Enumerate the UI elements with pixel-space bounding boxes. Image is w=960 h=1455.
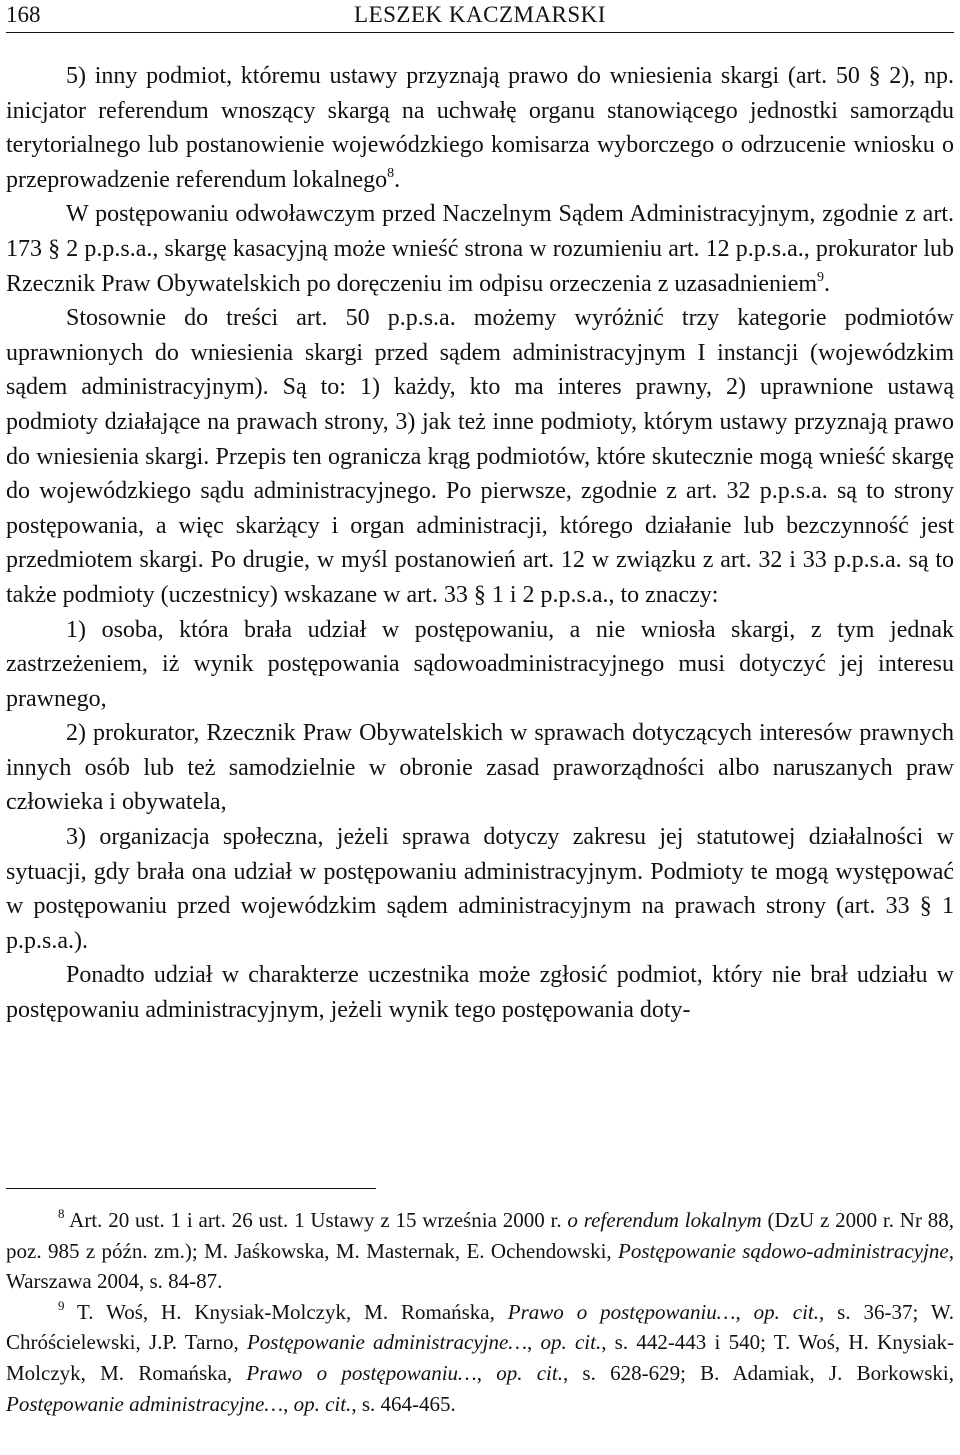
footnote-9 <box>6 1297 954 1419</box>
paragraph-4: Ponadto udział w charakterze uczestnika może zgłosić podmiot, który nie brał udziału w postępowaniu administracyjnym, jeżeli wynik tego postępowania doty- <box>6 962 954 1024</box>
footnote-8-number: 8 <box>58 1206 65 1221</box>
footnote-9-text-1: T. Woś, H. Knysiak-Molczyk, M. Romańska, <box>77 1299 508 1324</box>
footnote-9-title-2: Postępowanie administracyjne… <box>246 1330 527 1355</box>
footnote-9-text-5: , s. 442-443 i 540; T. Woś, H. Knysiak-Molczyk, M. Romańska, <box>6 1330 955 1385</box>
paragraph-2-text: W postępowaniu odwoławczym przed Naczelnym Sądem Administracyjnym, zgodnie z art. 173 § 2 p.p.s.a., skargę kasacyjną może wnieść strona w rozumieniu art. 12 p.p.s.a., prokurator lub Rzecznik Praw Obywatelskich po doręczeniu im odpisu orzeczenia z uzasadnieniem <box>6 201 954 297</box>
footnote-ref-9[interactable]: 9 <box>817 269 825 285</box>
footnote-9-opcit-4: op. cit. <box>293 1391 352 1416</box>
list-item-2: 2) prokurator, Rzecznik Praw Obywatelskich w sprawach dotyczących interesów prawnych innych osób lub też samodzielnie w obronie zasad praworządności albo naruszanych praw człowieka i obywatela, <box>6 720 954 816</box>
footnote-9-number: 9 <box>58 1297 65 1313</box>
footnote-9-title-4: Postępowanie administracyjne… <box>6 1391 284 1416</box>
list-item-1: 1) osoba, która brała udział w postępowaniu, a nie wniosła skargi, z tym jednak zastrzeżeniem, iż wynik postępowania sądowoadministracyjnego musi dotyczyć jej interesu prawnego, <box>6 616 954 712</box>
footnote-8-title-1: o referendum lokalnym <box>567 1208 762 1232</box>
footnote-9-text-8: , <box>283 1391 294 1416</box>
footnote-8-text-3: , Warszawa 2004, s. 84-87. <box>6 1238 954 1294</box>
footnote-9-title-3: Prawo o postępowaniu… <box>246 1360 477 1385</box>
footnotes <box>6 1205 954 1419</box>
paragraph-2-end: . <box>824 270 831 297</box>
page-number: 168 <box>6 2 41 27</box>
footnote-9-title-1: Prawo o postępowaniu… <box>507 1299 736 1324</box>
footnote-divider <box>6 1188 376 1189</box>
paragraph-1-end: . <box>394 166 401 193</box>
paragraph-1-text: 5) inny podmiot, któremu ustawy przyznają prawo do wniesienia skargi (art. 50 § 2), np. inicjator referendum wnoszący skargą na uchwałę organu stanowiącego jednostki samorządu terytorialnego lub postanowienie wojewódzkiego komisarza wyborczego o odrzucenie wniosku o przeprowadzenie referendum lokalnego <box>6 63 954 193</box>
footnote-8-title-2: Postępowanie sądowo-administracyjne <box>618 1238 949 1263</box>
list-item-3: 3) organizacja społeczna, jeżeli sprawa dotyczy zakresu jej statutowej działalności w sytuacji, gdy brała ona udział w postępowaniu administracyjnym. Podmioty te mogą występować w postępowaniu przed wojewódzkim sądem administracyjnym na prawach strony (art. 33 § 1 p.p.s.a.). <box>6 824 954 954</box>
running-header <box>6 0 954 33</box>
footnote-9-text-2: , <box>735 1299 754 1324</box>
footnote-9-text-4: , <box>527 1330 541 1355</box>
footnote-9-text-9: , s. 464-465. <box>351 1391 456 1416</box>
main-text <box>6 59 954 1028</box>
footnote-9-text-3: , s. 36-37; W. Chróścielewski, J.P. Tarno, <box>6 1299 954 1355</box>
paragraph-1 <box>6 59 954 197</box>
paragraph-3: Stosownie do treści art. 50 p.p.s.a. możemy wyróżnić trzy kategorie podmiotów uprawnionych do wniesienia skargi przed sądem administracyjnym I instancji (wojewódzkim sądem administracyjnym). Są to: 1) każdy, kto ma interes prawny, 2) uprawnione ustawą podmioty działające na prawach strony, 3) jak też inne podmioty, którym ustawy przyznają prawo do wniesienia skargi. Przepis ten ogranicza krąg podmiotów, które skutecznie mogą wnieść skargę do wojewódzkiego sądu administracyjnego. Po pierwsze, zgodnie z art. 32 p.p.s.a. są to strony postępowania, a więc skarżący i organ administracji, którego działanie lub bezczynność jest przedmiotem skargi. Po drugie, w myśl postanowień art. 12 w związku z art. 32 i 33 p.p.s.a. są to także podmioty (uczestnicy) wskazane w art. 33 § 1 i 2 p.p.s.a., to znaczy: <box>6 305 954 608</box>
paragraph-2 <box>6 197 954 301</box>
footnote-8 <box>6 1205 954 1297</box>
footnote-9-opcit-2: op. cit. <box>540 1330 602 1355</box>
footnote-9-opcit-3: op. cit. <box>496 1360 563 1385</box>
footnote-9-text-6: , <box>476 1360 497 1385</box>
footnote-8-text-1: Art. 20 ust. 1 i art. 26 ust. 1 Ustawy z 15 września 2000 r. <box>69 1208 568 1232</box>
footnote-9-opcit-1: op. cit. <box>753 1299 820 1324</box>
footnote-ref-8[interactable]: 8 <box>387 165 395 181</box>
footnote-9-text-7: , s. 628-629; B. Adamiak, J. Borkowski, <box>562 1360 954 1385</box>
footnote-8-text-2: (DzU z 2000 r. Nr 88, poz. 985 z późn. zm.); M. Jaśkowska, M. Masternak, E. Ochendowski, <box>6 1208 955 1263</box>
running-title: LESZEK KACZMARSKI <box>354 2 606 27</box>
